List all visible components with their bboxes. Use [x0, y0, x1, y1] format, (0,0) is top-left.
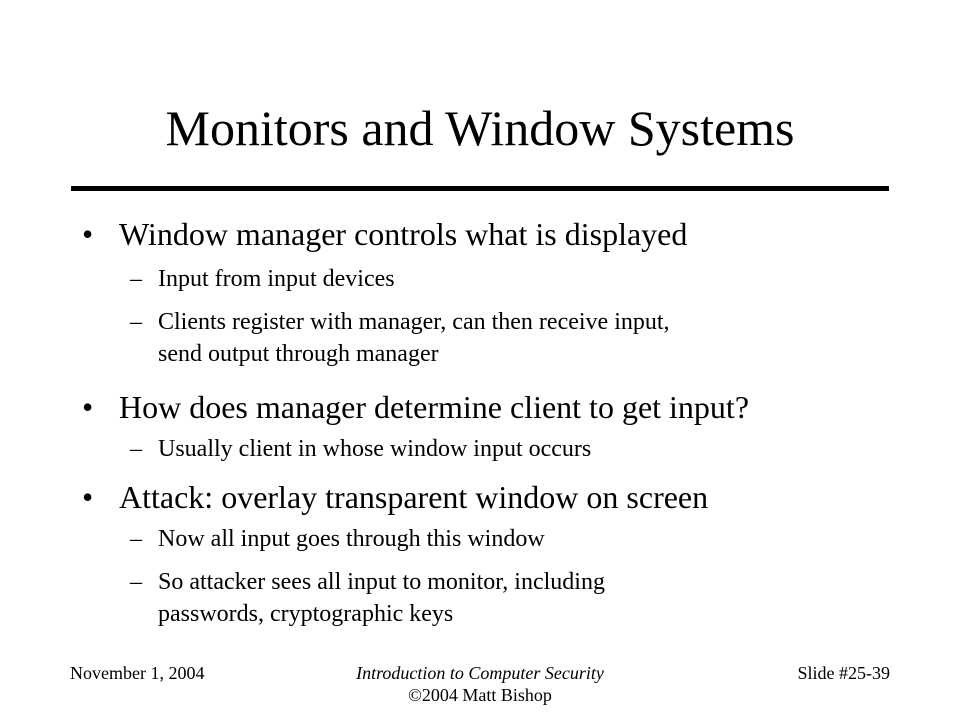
- sub-bullet-text: Clients register with manager, can then receive input,: [158, 309, 670, 335]
- bullet-marker: •: [82, 216, 94, 252]
- sub-bullet-text: Now all input goes through this window: [158, 526, 545, 552]
- bullet-marker: •: [82, 389, 94, 425]
- sub-bullet-marker: –: [130, 309, 142, 335]
- bullet-text: How does manager determine client to get input?: [119, 389, 750, 425]
- footer-course-info: [330, 662, 630, 706]
- sub-bullet-text: send output through manager: [158, 341, 439, 367]
- slide-title: Monitors and Window Systems: [165, 100, 795, 156]
- footer-date: November 1, 2004: [70, 663, 205, 683]
- footer-course-title: Introduction to Computer Security: [356, 663, 604, 683]
- sub-bullet-text: So attacker sees all input to monitor, including: [158, 569, 605, 595]
- title-divider: [71, 186, 889, 191]
- bullet-text: Attack: overlay transparent window on screen: [119, 479, 709, 515]
- bullet-text: Window manager controls what is displayed: [119, 216, 688, 252]
- sub-bullet-text: Usually client in whose window input occurs: [158, 436, 592, 462]
- sub-bullet-marker: –: [130, 436, 142, 462]
- sub-bullet-text: Input from input devices: [158, 266, 395, 292]
- footer-copyright: ©2004 Matt Bishop: [408, 685, 552, 705]
- sub-bullet-marker: –: [130, 266, 142, 292]
- footer-slide-number: Slide #25-39: [797, 663, 890, 683]
- sub-bullet-marker: –: [130, 526, 142, 552]
- bullet-marker: •: [82, 479, 94, 515]
- sub-bullet-marker: –: [130, 569, 142, 595]
- sub-bullet-text: passwords, cryptographic keys: [158, 601, 454, 627]
